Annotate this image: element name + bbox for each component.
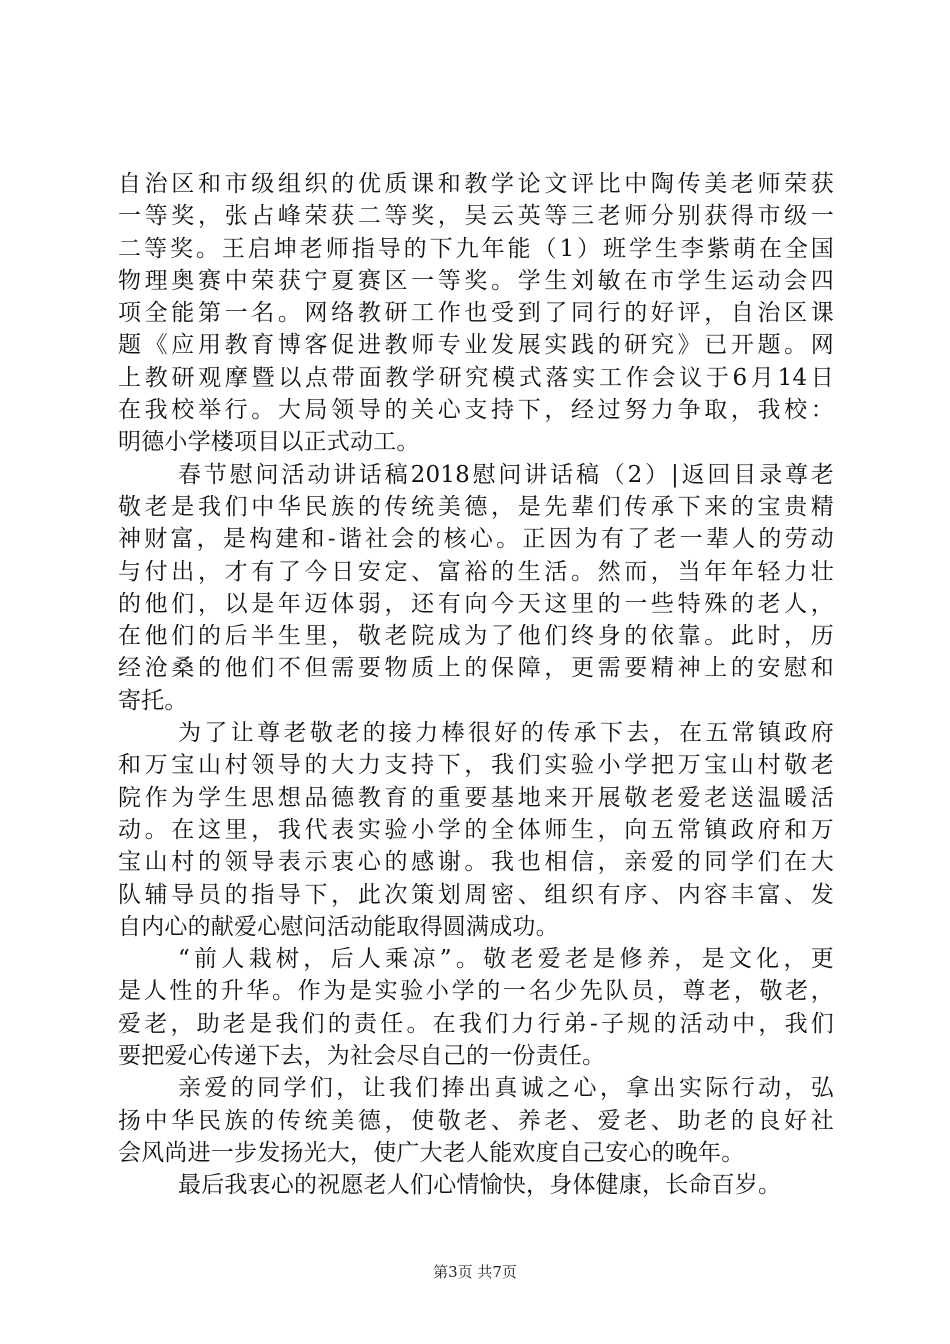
text-line: 一等奖，张占峰荣获二等奖，吴云英等三老师分别获得市级一 <box>118 203 834 230</box>
text-line: 动。在这里，我代表实验小学的全体师生，向五常镇政府和万 <box>118 816 834 843</box>
text-line: 会风尚进一步发扬光大，使广大老人能欢度自己安心的晚年。 <box>118 1139 745 1166</box>
text-line: 是人性的升华。作为是实验小学的一名少先队员，尊老，敬老， <box>118 978 834 1005</box>
text-line: 二等奖。王启坤老师指导的下九年能（1）班学生李紫萌在全国 <box>118 235 834 262</box>
text-line: 要把爱心传递下去，为社会尽自己的一份责任。 <box>118 1043 606 1070</box>
text-line: 经沧桑的他们不但需要物质上的保障，更需要精神上的安慰和 <box>118 655 834 682</box>
text-line: 上教研观摩暨以点带面教学研究模式落实工作会议于6月14日 <box>118 364 834 391</box>
text-line: 和万宝山村领导的大力支持下，我们实验小学把万宝山村敬老 <box>118 752 834 779</box>
text-line: 题《应用教育博客促进教师专业发展实践的研究》已开题。网 <box>118 332 834 359</box>
text-line: 扬中华民族的传统美德，使敬老、养老、爱老、助老的良好社 <box>118 1107 834 1134</box>
text-line: 自治区和市级组织的优质课和教学论文评比中陶传美老师荣获 <box>118 171 834 197</box>
body-text <box>118 168 834 1202</box>
text-line: 神财富，是构建和-谐社会的核心。正因为有了老一辈人的劳动 <box>118 526 834 553</box>
text-line: 宝山村的领导表示衷心的感谢。我也相信，亲爱的同学们在大 <box>118 849 834 876</box>
paragraph-start-line: 春节慰问活动讲话稿2018慰问讲话稿（2）|返回目录尊老 <box>178 461 834 488</box>
text-line: 明德小学楼项目以正式动工。 <box>118 429 420 456</box>
text-line: 在我校举行。大局领导的关心支持下，经过努力争取，我校： <box>118 397 834 424</box>
page-number-footer: 第3页 共7页 <box>433 1263 517 1281</box>
text-line: 与付出，才有了今日安定、富裕的生活。然而，当年年轻力壮 <box>118 558 834 585</box>
text-line: 的他们，以是年迈体弱，还有向今天这里的一些特殊的老人， <box>118 590 834 617</box>
text-line: 自内心的献爱心慰问活动能取得圆满成功。 <box>118 913 559 940</box>
paragraph-start-line: “前人栽树，后人乘凉”。敬老爱老是修养，是文化，更 <box>178 946 834 973</box>
text-line: 寄托。 <box>118 687 188 714</box>
text-line: 队辅导员的指导下，此次策划周密、组织有序、内容丰富、发 <box>118 881 834 908</box>
paragraph-start-line: 为了让尊老敬老的接力棒很好的传承下去，在五常镇政府 <box>178 720 834 747</box>
paragraph-start-line: 亲爱的同学们，让我们捧出真诚之心，拿出实际行动，弘 <box>178 1075 834 1102</box>
text-line: 项全能第一名。网络教研工作也受到了同行的好评，自治区课 <box>118 300 834 327</box>
text-line: 院作为学生思想品德教育的重要基地来开展敬老爱老送温暖活 <box>118 784 834 811</box>
text-line: 敬老是我们中华民族的传统美德，是先辈们传承下来的宝贵精 <box>118 493 834 520</box>
text-line: 物理奥赛中荣获宁夏赛区一等奖。学生刘敏在市学生运动会四 <box>118 267 834 294</box>
text-line: 在他们的后半生里，敬老院成为了他们终身的依靠。此时，历 <box>118 623 834 650</box>
text-line: 爱老，助老是我们的责任。在我们力行弟-子规的活动中，我们 <box>118 1010 834 1037</box>
paragraph-start-line: 最后我衷心的祝愿老人们心情愉快，身体健康，长命百岁。 <box>178 1172 782 1199</box>
